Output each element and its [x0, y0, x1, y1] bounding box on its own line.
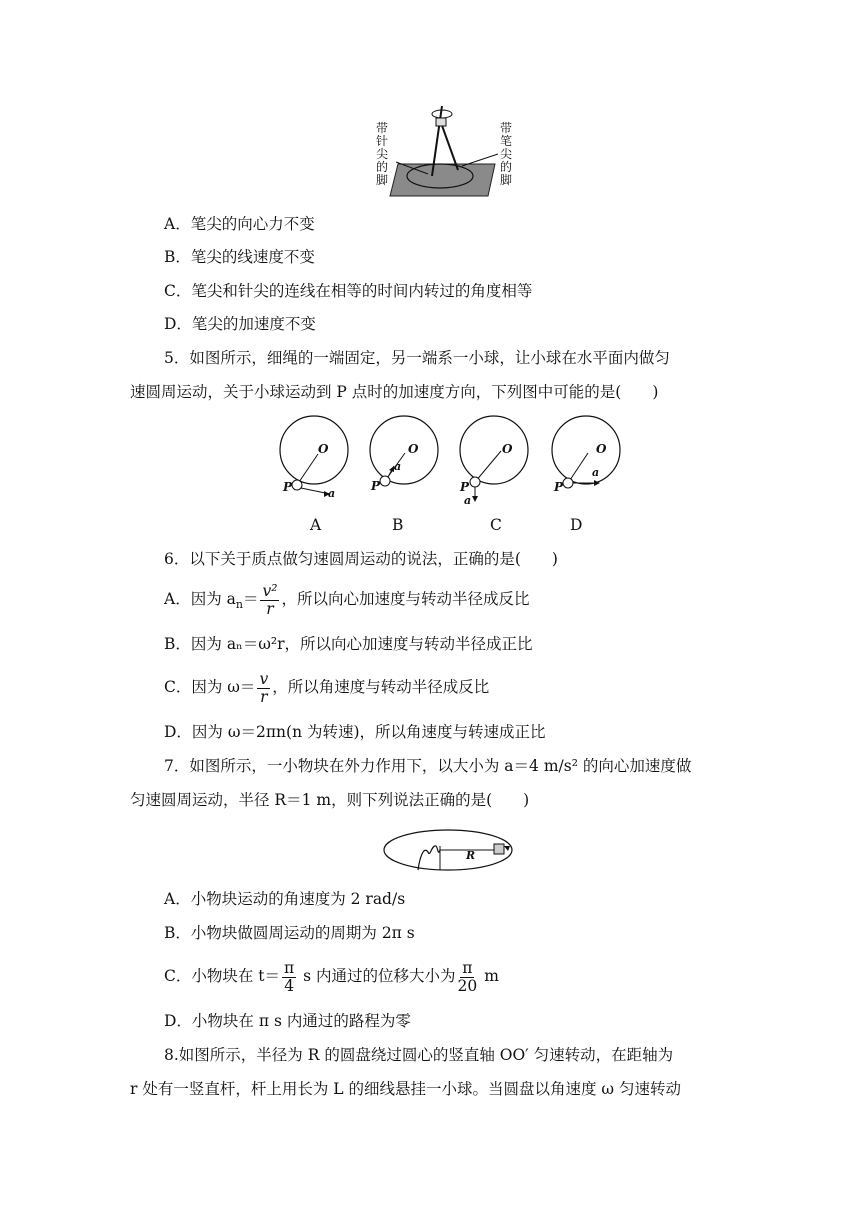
q5-choice-d: D	[570, 516, 583, 534]
q5-d-point-label: P	[554, 480, 564, 494]
q7-c-mid: s 内通过的位移大小为	[298, 967, 456, 985]
q6-stem: 6．以下关于质点做匀速圆周运动的说法，正确的是( )	[164, 550, 558, 568]
q5-choice-b: B	[392, 516, 404, 534]
q5-b-accel-label: a	[394, 460, 402, 473]
q7-figure	[380, 826, 520, 874]
q6-c-fraction	[257, 671, 270, 706]
q5-stem-line2: 速圆周运动，关于小球运动到 P 点时的加速度方向，下列图中可能的是( )	[130, 383, 659, 401]
q8-stem-line1: 8.如图所示，半径为 R 的圆盘绕过圆心的竖直轴 OO′ 匀速转动，在距轴为	[164, 1046, 674, 1064]
q7-stem-line2: 匀速圆周运动，半径 R＝1 m，则下列说法正确的是( )	[130, 791, 530, 809]
q4-option-a: A．笔尖的向心力不变	[164, 215, 315, 233]
q5-stem-line1: 5．如图所示，细绳的一端固定，另一端系一小球，让小球在水平面内做匀	[164, 349, 670, 367]
q7-c-den1: 4	[284, 976, 295, 995]
q6-a-den: r	[266, 599, 274, 618]
q5-c-accel-label: a	[464, 494, 472, 507]
q6-a-fraction	[260, 583, 279, 618]
q6-option-c	[164, 666, 489, 708]
q5-b-center-label: O	[408, 442, 419, 456]
q7-option-a: A．小物块运动的角速度为 2 rad/s	[164, 890, 406, 908]
q7-c-fraction-1	[282, 960, 296, 995]
q5-c-center-label: O	[502, 442, 513, 456]
q6-a-sub: n	[235, 598, 243, 612]
q6-a-suffix: ，所以向心加速度与转动半径成反比	[281, 590, 530, 608]
q6-c-prefix: C．因为 ω＝	[164, 678, 256, 696]
q7-figure-radius-label: R	[466, 849, 476, 862]
q7-c-fraction-2	[458, 960, 478, 995]
q5-c-point-label: P	[460, 480, 470, 494]
q7-option-c	[164, 955, 499, 997]
q6-c-den: r	[260, 687, 268, 706]
q7-c-prefix: C．小物块在 t＝	[164, 967, 281, 985]
q5-a-accel-label: a	[328, 487, 336, 500]
q7-c-num1: π	[284, 958, 295, 977]
q7-option-b: B．小物块做圆周运动的周期为 2π s	[164, 924, 415, 942]
q5-d-accel-label: a	[592, 466, 600, 479]
q6-a-num: v²	[262, 581, 278, 600]
q5-choice-c: C	[490, 516, 502, 534]
q6-a-eq: ＝	[242, 590, 259, 608]
q6-a-prefix: A．因为 a	[164, 590, 236, 608]
q8-stem-line2: r 处有一竖直杆，杆上用长为 L 的细线悬挂一小球。当圆盘以角速度 ω 匀速转动	[130, 1080, 681, 1098]
q4-option-d: D．笔尖的加速度不变	[164, 315, 316, 333]
q6-option-a	[164, 578, 529, 626]
right-leg-label: 带笔尖的脚	[500, 121, 513, 187]
q6-option-b: B．因为 aₙ＝ω²r，所以向心加速度与转动半径成正比	[164, 635, 533, 653]
q7-c-num2: π	[462, 958, 473, 977]
q5-a-point-label: P	[283, 480, 293, 494]
q4-option-c: C．笔尖和针尖的连线在相等的时间内转过的角度相等	[164, 282, 533, 300]
q4-option-b: B．笔尖的线速度不变	[164, 248, 315, 266]
q5-a-center-label: O	[318, 442, 329, 456]
q6-c-num: v	[259, 669, 269, 688]
q6-option-d: D．因为 ω＝2πn(n 为转速)，所以角速度与转速成正比	[164, 723, 546, 741]
q5-d-center-label: O	[596, 442, 607, 456]
q5-choice-a: A	[310, 516, 322, 534]
q5-figure	[270, 414, 630, 506]
q6-c-suffix: ，所以角速度与转动半径成反比	[272, 678, 490, 696]
q7-stem-line1: 7．如图所示，一小物块在外力作用下，以大小为 a＝4 m/s² 的向心加速度做	[164, 757, 692, 775]
compass-drawing	[370, 104, 520, 200]
q7-c-unit: m	[479, 967, 499, 985]
q7-c-den2: 20	[457, 976, 478, 995]
q7-option-d: D．小物块在 π s 内通过的路程为零	[164, 1012, 411, 1030]
q5-b-point-label: P	[371, 479, 381, 493]
left-leg-label: 带针尖的脚	[376, 121, 389, 187]
compass-figure	[370, 104, 520, 200]
